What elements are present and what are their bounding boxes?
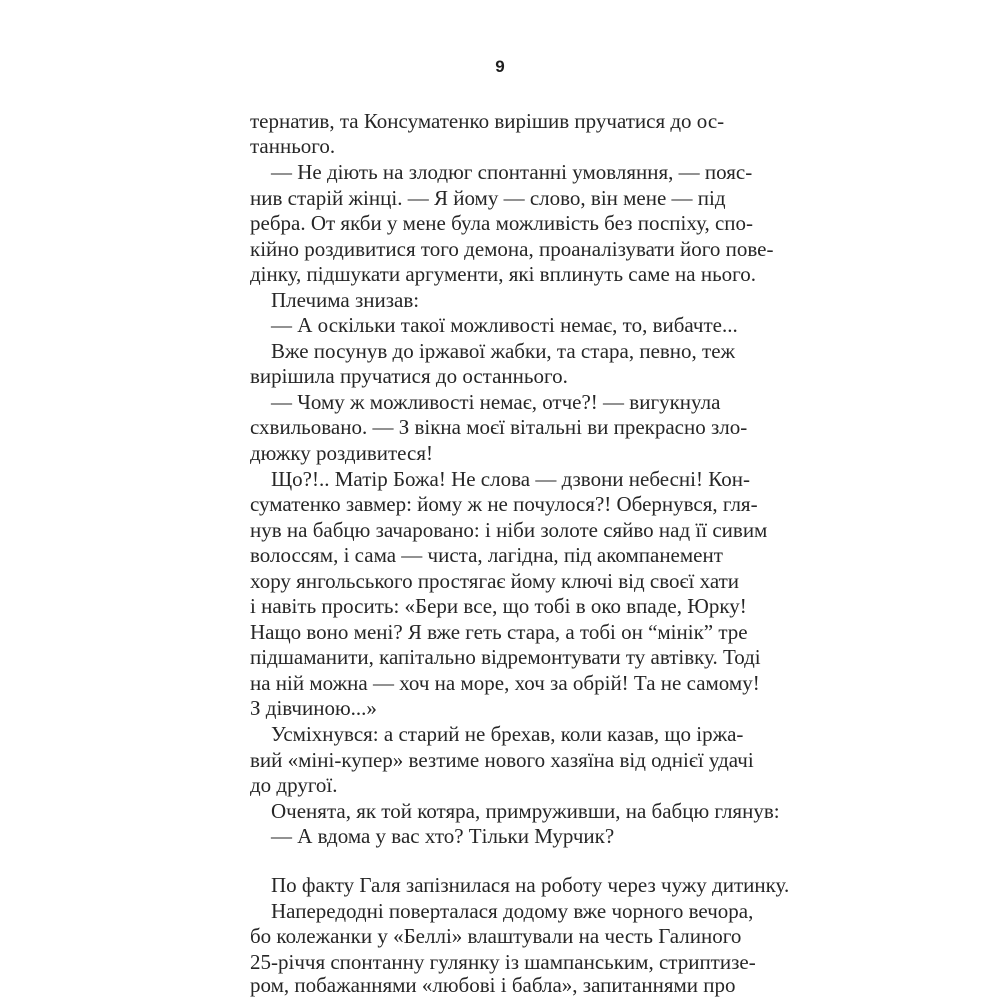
text-line: нув на бабцю зачаровано: і ніби золоте сяйво над її сивим (250, 518, 768, 542)
text-line: По факту Галя запізнилася на роботу через чужу дитинку. (271, 873, 790, 897)
text-line: — Чому ж можливості немає, отче?! — вигукнула (271, 390, 721, 414)
text-line: до другої. (250, 773, 338, 797)
text-line: кійно роздивитися того демона, проаналізувати його пове- (250, 237, 774, 261)
text-line: ребра. От якби у мене була можливість без поспіху, спо- (250, 211, 754, 235)
text-line: схвильовано. — З вікна моєї вітальні ви прекрасно зло- (250, 415, 748, 439)
text-line: — А вдома у вас хто? Тільки Мурчик? (271, 824, 615, 848)
text-line: вий «міні-купер» везтиме нового хазяїна від однієї удачі (250, 748, 754, 772)
text-line: дюжку роздивитеся! (250, 441, 434, 465)
text-line: тернатив, та Консуматенко вирішив пручатися до ос- (250, 109, 725, 133)
text-line: Нащо воно мені? Я вже геть стара, а тобі он “мінік” тре (250, 620, 748, 644)
text-line: Плечима знизав: (271, 288, 420, 312)
text-line: дінку, підшукати аргументи, які вплинуть саме на нього. (250, 262, 757, 286)
text-line: — Не діють на злодюг спонтанні умовляння, — пояс- (271, 160, 753, 184)
text-line: Що?!.. Матір Божа! Не слова — дзвони небесні! Кон- (271, 467, 750, 491)
text-line: Усміхнувся: а старий не брехав, коли казав, що іржа- (271, 722, 744, 746)
text-line: 25-річчя спонтанну гулянку із шампанським, стриптизе- (250, 950, 756, 974)
text-line: таннього. (250, 134, 336, 158)
text-line: ром, побажаннями «любові і бабла», запитаннями про (250, 973, 736, 997)
text-line: волоссям, і сама — чиста, лагідна, під акомпанемент (250, 543, 723, 567)
text-line: хору янгольського простягає йому ключі від своєї хати (250, 569, 740, 593)
text-line: вирішила пручатися до останнього. (250, 364, 568, 388)
text-line: З дівчиною...» (250, 696, 377, 720)
text-line: на ній можна — хоч на море, хоч за обрій! Та не самому! (250, 671, 760, 695)
text-line: Вже посунув до іржавої жабки, та стара, певно, теж (271, 339, 736, 363)
text-line: нив старій жінці. — Я йому — слово, він мене — під (250, 186, 726, 210)
text-line: Оченята, як той котяра, примруживши, на бабцю глянув: (271, 799, 780, 823)
text-line: — А оскільки такої можливості немає, то, вибачте... (271, 313, 738, 337)
text-line: бо колежанки у «Беллі» влаштували на честь Галиного (250, 924, 742, 948)
text-line: і навіть просить: «Бери все, що тобі в око впаде, Юрку! (250, 594, 747, 618)
text-line: суматенко завмер: йому ж не почулося?! Обернувся, гля- (250, 492, 758, 516)
page-number: 9 (495, 57, 505, 76)
text-line: Напередодні поверталася додому вже чорного вечора, (271, 899, 754, 923)
text-line: підшаманити, капітально відремонтувати ту автівку. Тоді (250, 645, 761, 669)
